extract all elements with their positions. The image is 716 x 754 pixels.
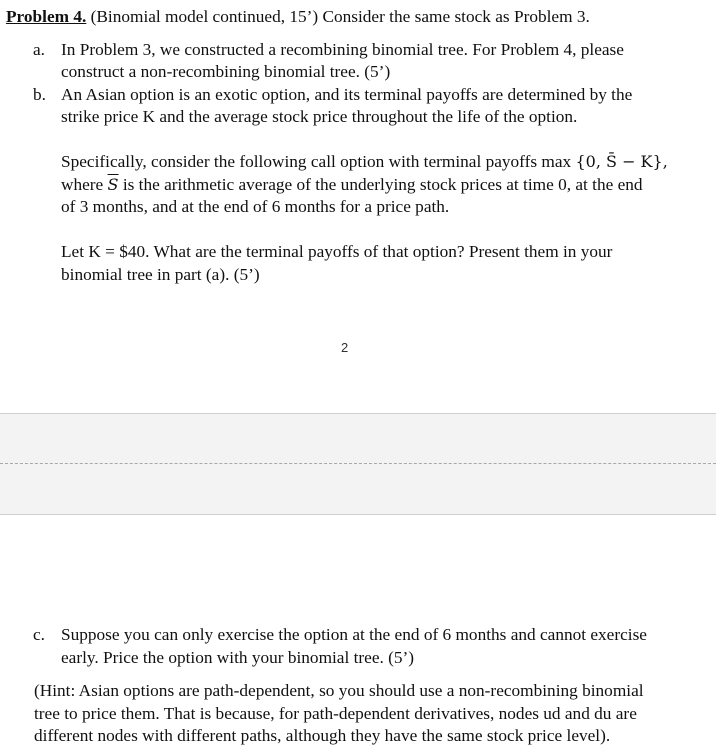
hint-line-1: (Hint: Asian options are path-dependent, so you should use a non-recombining binomial xyxy=(34,681,644,700)
part-b-para2-line-1 xyxy=(61,151,668,173)
page-number: 2 xyxy=(341,340,349,355)
problem-label: Problem 4. xyxy=(6,7,87,26)
part-b-para2-line-3: of 3 months, and at the end of 6 months for a price path. xyxy=(61,197,450,216)
part-b-marker: b. xyxy=(33,85,46,104)
part-c-line-1: Suppose you can only exercise the option at the end of 6 months and cannot exercise xyxy=(61,625,647,644)
part-a-line-2: construct a non-recombining binomial tree. (5’) xyxy=(61,62,391,81)
hint-line-3: different nodes with different paths, although they have the same stock price level). xyxy=(34,726,611,745)
problem-intro: (Binomial model continued, 15’) Consider the same stock as Problem 3. xyxy=(86,7,590,26)
problem-heading xyxy=(6,6,590,28)
part-a-line-1: In Problem 3, we constructed a recombining binomial tree. For Problem 4, please xyxy=(61,40,624,59)
average-price-symbol: $\overline{S}$ xyxy=(107,175,119,194)
page-break-divider xyxy=(0,463,716,464)
hint-line-2: tree to price them. That is because, for path-dependent derivatives, nodes ud and du are xyxy=(34,704,637,723)
part-b-para3-line-2: binomial tree in part (a). (5’) xyxy=(61,265,260,284)
part-a-marker: a. xyxy=(33,40,45,59)
part-b-para2-where: where xyxy=(61,175,108,194)
payoff-formula: {0, S̄ − K}, xyxy=(575,152,668,171)
part-b-para2-text: Specifically, consider the following call option with terminal payoffs max xyxy=(61,152,576,171)
part-c-marker: c. xyxy=(33,625,45,644)
part-b-para3-line-1: Let K = $40. What are the terminal payoffs of that option? Present them in your xyxy=(61,242,613,261)
part-c-line-2: early. Price the option with your binomial tree. (5’) xyxy=(61,648,415,667)
part-b-line-2: strike price K and the average stock price throughout the life of the option. xyxy=(61,107,578,126)
document-page-lower xyxy=(0,515,716,754)
part-b-line-1: An Asian option is an exotic option, and its terminal payoffs are determined by the xyxy=(61,85,633,104)
part-b-para2-line-2 xyxy=(61,174,643,196)
page-break-gap xyxy=(0,413,716,515)
part-b-para2-rest: is the arithmetic average of the underlying stock prices at time 0, at the end xyxy=(118,175,643,194)
